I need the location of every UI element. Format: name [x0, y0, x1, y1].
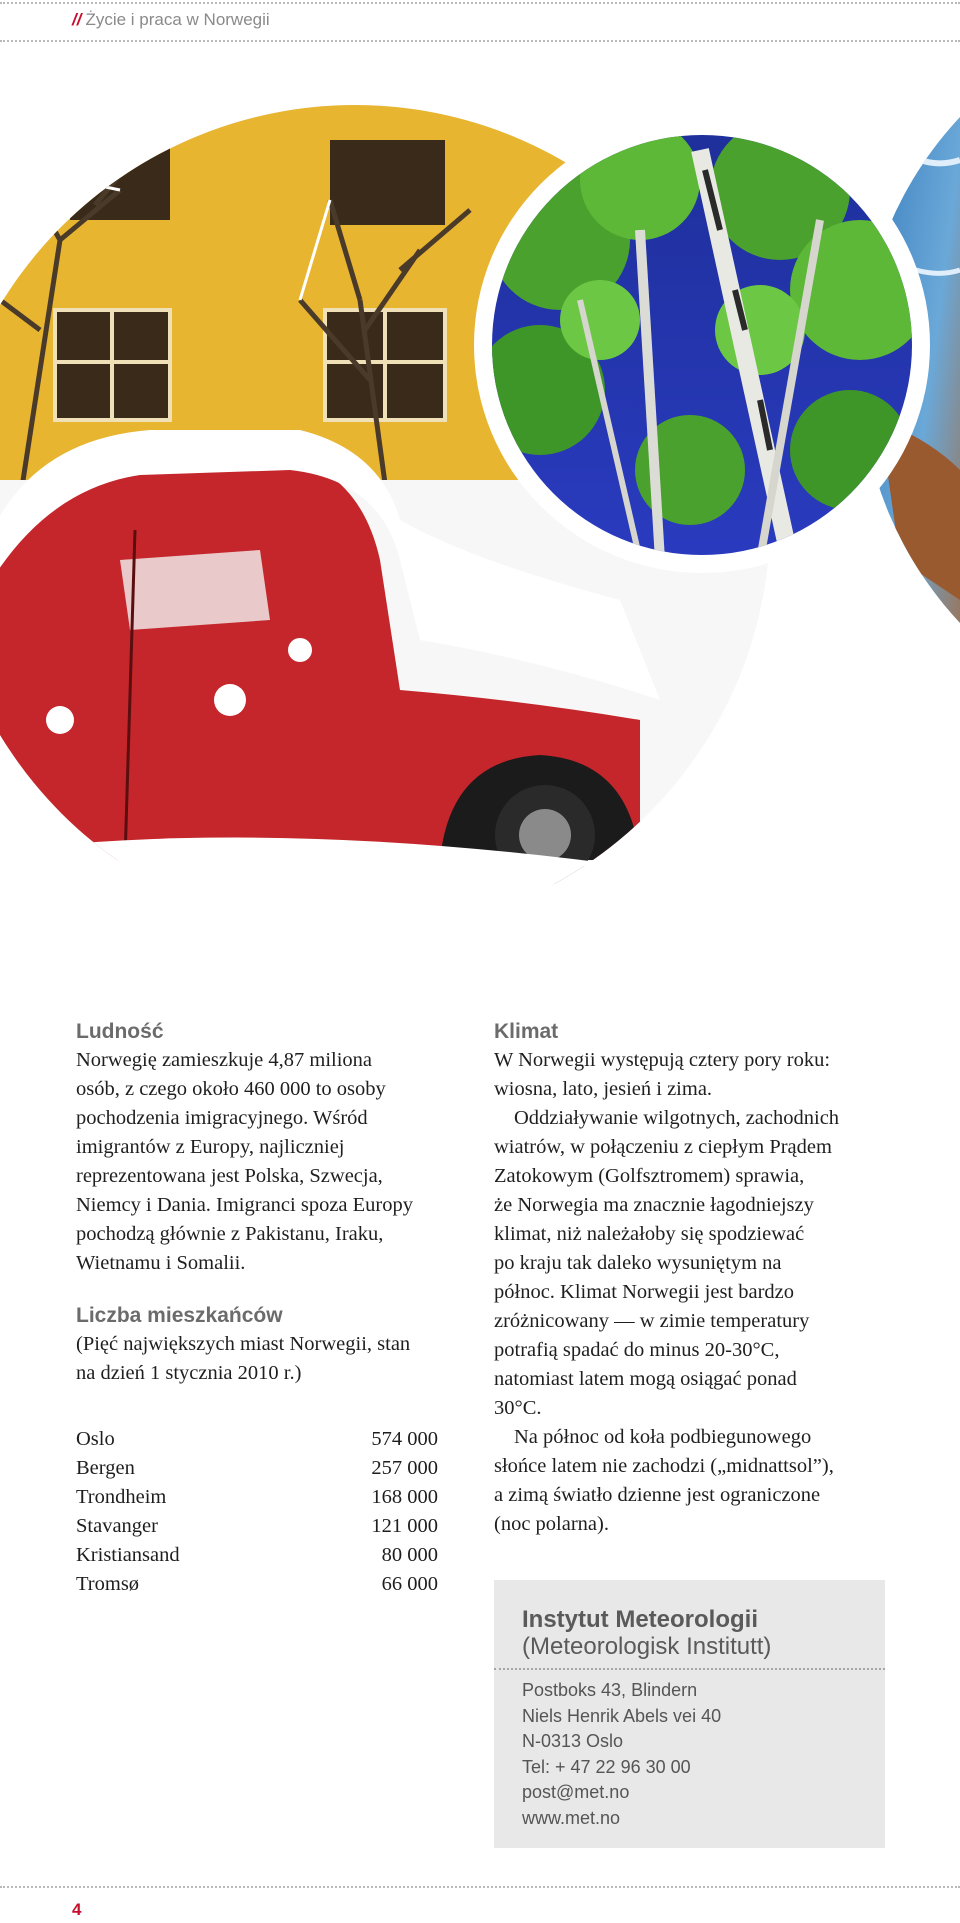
left-column [76, 1018, 456, 1388]
text-line: reprezentowana jest Polska, Szwecja, [76, 1165, 383, 1187]
address-line: Postboks 43, Blindern [522, 1680, 698, 1700]
text-line: Na północ od koła podbiegunowego [514, 1426, 812, 1448]
city-name: Bergen [76, 1457, 135, 1479]
text-line: pochodzenia imigracyjnego. Wśród [76, 1107, 368, 1129]
klimat-text [494, 1046, 894, 1539]
table-row [76, 1570, 438, 1599]
text-line: 30°C. [494, 1397, 542, 1419]
text-line: że Norwegia ma znacznie łagodniejszy [494, 1194, 814, 1216]
address-line: Niels Henrik Abels vei 40 [522, 1705, 722, 1726]
city-population: 257 000 [371, 1457, 438, 1479]
text-line: imigrantów z Europy, najliczniej [76, 1136, 345, 1158]
city-name: Trondheim [76, 1486, 167, 1508]
city-name: Stavanger [76, 1515, 158, 1537]
city-population: 66 000 [381, 1573, 438, 1595]
page-number: 4 [72, 1900, 82, 1919]
table-row [76, 1512, 438, 1541]
email-link[interactable]: post@met.no [522, 1782, 630, 1802]
table-row [76, 1454, 438, 1483]
header-title: Życie i praca w Norwegii [85, 10, 270, 29]
text-line: (Pięć największych miast Norwegii, stan [76, 1333, 411, 1355]
text-line: (noc polarna). [494, 1513, 609, 1535]
text-line: Zatokowym (Golfsztromem) sprawia, [494, 1165, 805, 1187]
institute-name: Instytut Meteorologii [522, 1606, 758, 1633]
text-line: Norwegię zamieszkuje 4,87 miliona [76, 1049, 373, 1071]
text-line: Niemcy i Dania. Imigranci spoza Europy [76, 1194, 413, 1216]
text-line: natomiast latem mogą osiągać ponad [494, 1368, 797, 1390]
text-line: W Norwegii występują cztery pory roku: [494, 1049, 831, 1071]
info-separator [494, 1668, 885, 1670]
city-population: 168 000 [371, 1486, 438, 1508]
text-line: klimat, niż należałoby się spodziewać [494, 1223, 805, 1245]
city-population: 121 000 [371, 1515, 438, 1537]
contact-info-box [494, 1580, 885, 1848]
text-line: zróżnicowany — w zimie temperatury [494, 1310, 810, 1332]
text-line: słońce latem nie zachodzi („midnattsol”), [494, 1455, 834, 1477]
section-heading-klimat: Klimat [494, 1020, 559, 1043]
photo-collage [0, 0, 960, 960]
section-heading-ludnosc: Ludność [76, 1020, 164, 1043]
city-name: Oslo [76, 1428, 115, 1450]
text-line: na dzień 1 stycznia 2010 r.) [76, 1362, 302, 1384]
text-line: pochodzą głównie z Pakistanu, Iraku, [76, 1223, 384, 1245]
institute-native-name: (Meteorologisk Institutt) [522, 1633, 772, 1660]
contact-lines [522, 1678, 721, 1831]
liczba-text [76, 1330, 456, 1388]
city-name: Kristiansand [76, 1544, 180, 1566]
header-slashes: // [72, 10, 82, 29]
text-line: północ. Klimat Norwegii jest bardzo [494, 1281, 795, 1303]
website-link[interactable]: www.met.no [522, 1807, 621, 1828]
footer-rule [0, 1886, 960, 1888]
city-population: 574 000 [371, 1428, 438, 1450]
text-line: Wietnamu i Somalii. [76, 1252, 246, 1274]
address-line: N-0313 Oslo [522, 1731, 624, 1751]
text-line: potrafią spadać do minus 20-30°C, [494, 1339, 780, 1361]
city-population: 80 000 [381, 1544, 438, 1566]
phone-line: Tel: + 47 22 96 30 00 [522, 1756, 691, 1777]
ludnosc-text [76, 1046, 456, 1278]
city-name: Tromsø [76, 1573, 140, 1595]
text-line: a zimą światło dzienne jest ograniczone [494, 1484, 821, 1506]
table-row [76, 1425, 438, 1454]
right-column [494, 1018, 894, 1539]
text-line: wiosna, lato, jesień i zima. [494, 1078, 713, 1100]
city-population-table [76, 1425, 438, 1599]
text-line: wiatrów, w połączeniu z ciepłym Prądem [494, 1136, 832, 1158]
text-line: osób, z czego około 460 000 to osoby [76, 1078, 386, 1100]
text-line: po kraju tak daleko wysuniętym na [494, 1252, 782, 1274]
table-row [76, 1483, 438, 1512]
text-line: Oddziaływanie wilgotnych, zachodnich [514, 1107, 840, 1129]
section-heading-liczba: Liczba mieszkańców [76, 1304, 283, 1327]
table-row [76, 1541, 438, 1570]
